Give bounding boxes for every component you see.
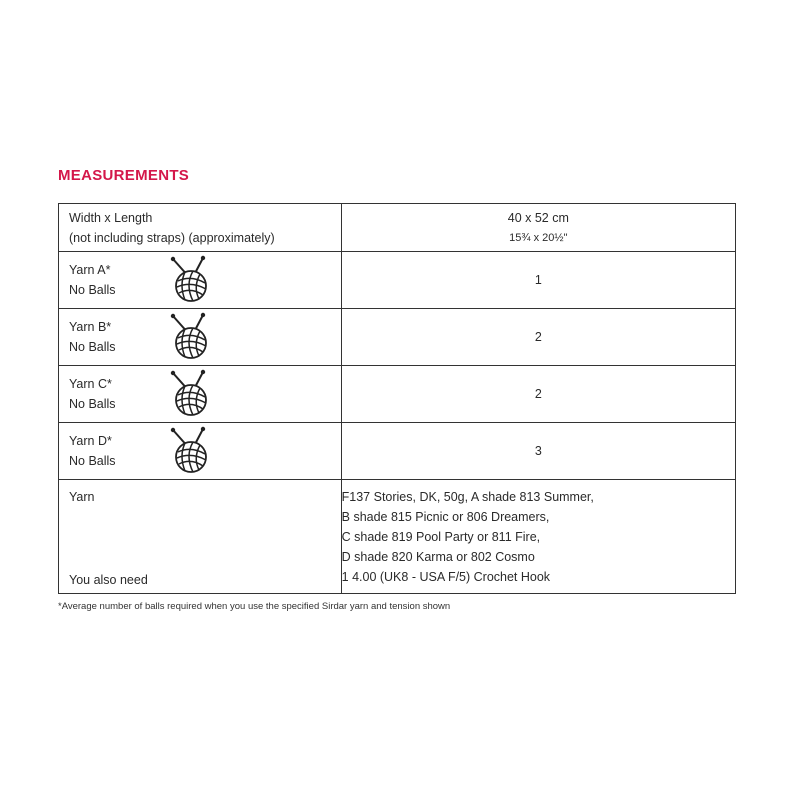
balls-label: No Balls — [69, 340, 116, 354]
yarn-label: Yarn D* — [69, 434, 112, 448]
size-label-line1: Width x Length — [69, 211, 153, 225]
size-label-line2: (not including straps) (approximately) — [69, 231, 275, 245]
yarn-ball-icon — [167, 255, 217, 305]
materials-line: C shade 819 Pool Party or 811 Fire, — [341, 529, 541, 544]
materials-line: F137 Stories, DK, 50g, A shade 813 Summer, — [341, 489, 594, 504]
size-value-cell — [341, 204, 735, 252]
yarn-value-cell: 3 — [341, 423, 735, 480]
yarn-label-cell — [59, 366, 342, 423]
materials-value-cell — [341, 480, 735, 594]
measurements-table — [58, 203, 736, 594]
yarn-value-cell: 2 — [341, 366, 735, 423]
yarn-value-cell: 1 — [341, 252, 735, 309]
balls-label: No Balls — [69, 454, 116, 468]
yarn-ball-icon — [167, 312, 217, 362]
yarn-row — [59, 423, 736, 480]
size-row — [59, 204, 736, 252]
yarn-ball-icon — [167, 369, 217, 419]
yarn-label-cell — [59, 252, 342, 309]
yarn-label: Yarn C* — [69, 377, 112, 391]
yarn-label-cell — [59, 309, 342, 366]
balls-label: No Balls — [69, 397, 116, 411]
balls-label: No Balls — [69, 283, 116, 297]
section-heading: MEASUREMENTS — [58, 167, 190, 184]
materials-label-cell — [59, 480, 342, 594]
yarn-value-cell: 2 — [341, 309, 735, 366]
materials-yarn-label: Yarn — [69, 490, 95, 504]
yarn-label: Yarn A* — [69, 263, 111, 277]
materials-line: D shade 820 Karma or 802 Cosmo — [341, 549, 535, 564]
yarn-label: Yarn B* — [69, 320, 112, 334]
yarn-label-cell — [59, 423, 342, 480]
materials-line: B shade 815 Picnic or 806 Dreamers, — [341, 509, 550, 524]
yarn-ball-icon — [167, 426, 217, 476]
materials-line: 1 4.00 (UK8 - USA F/5) Crochet Hook — [341, 569, 551, 584]
yarn-row — [59, 366, 736, 423]
size-value-in: 15¾ x 20½" — [509, 231, 568, 244]
size-label-cell — [59, 204, 342, 252]
yarn-row — [59, 309, 736, 366]
materials-need-label: You also need — [69, 573, 148, 587]
footnote: *Average number of balls required when you use the specified Sirdar yarn and tension shown — [58, 601, 451, 612]
size-value-cm: 40 x 52 cm — [507, 210, 569, 225]
yarn-row — [59, 252, 736, 309]
materials-row — [59, 480, 736, 594]
